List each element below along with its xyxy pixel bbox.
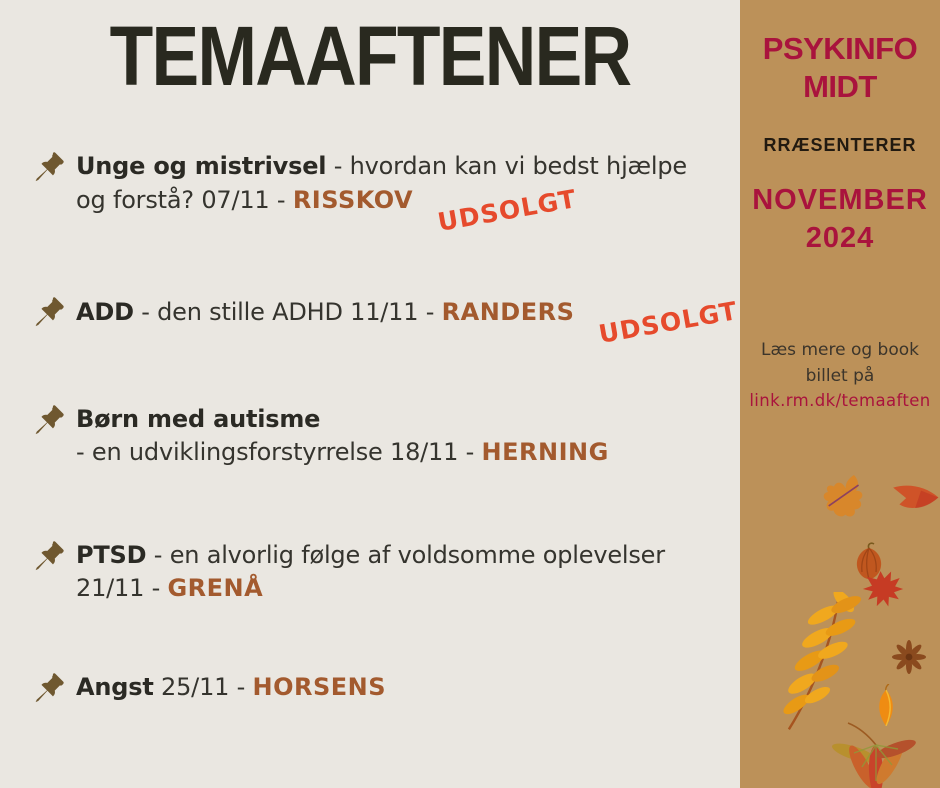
booking-link[interactable]: link.rm.dk/temaaften [749,391,931,410]
brand-line1: PSYKINFO [762,31,918,66]
event-line-2 [76,572,665,605]
event-location: RANDERS [441,298,575,326]
event-location: GRENÅ [167,574,264,602]
event-line-1 [76,403,609,436]
creeper-leaf-icon [830,715,916,788]
event-title: Børn med autisme [76,405,321,433]
event-line-1 [76,671,386,704]
event-list [30,150,741,707]
sold-out-badge: UDSOLGT [435,184,579,237]
sidebar [740,0,940,788]
event-desc: 25/11 - [153,673,253,701]
oak-leaf-icon [820,470,870,520]
event-location: HERNING [481,438,609,466]
event-line-2 [76,436,609,469]
event-desc: - en udviklingsforstyrrelse 18/11 - [76,438,482,466]
pushpin-icon [30,539,66,575]
pushpin-icon [30,403,66,439]
event-item [30,403,720,469]
pushpin-icon [30,671,66,707]
star-anise-icon [892,640,926,674]
event-item [30,295,741,349]
event-title: Unge og mistrivsel [76,152,327,180]
event-title: ADD [76,298,134,326]
pushpin-icon [30,295,66,331]
event-text [76,403,609,469]
event-desc: - hvordan kan vi bedst hjælpe [326,152,687,180]
event-desc: - den stille ADHD 11/11 - [133,298,442,326]
pushpin-icon [30,150,66,186]
page-title: TEMAAFTENER [109,9,631,103]
event-desc: - en alvorlig følge af voldsomme oplevelser [146,541,665,569]
month-title [740,181,940,257]
event-location: HORSENS [252,673,387,701]
event-item [30,539,720,605]
month-year: 2024 [805,222,875,254]
event-text [76,150,687,237]
event-item [30,150,720,237]
sold-out-badge: UDSOLGT [596,296,741,349]
month-name: NOVEMBER [752,184,928,216]
event-title: PTSD [76,541,147,569]
event-location: RISSKOV [292,186,414,214]
event-line-1 [76,295,741,349]
rowan-leaf-icon [766,592,868,732]
event-text [76,539,665,605]
booking-text: Læs mere og book billet på [761,340,919,386]
event-line-1 [76,150,687,183]
event-text [76,671,386,704]
red-leaf-icon [890,482,940,518]
event-line-1 [76,539,665,572]
event-desc: og forstå? 07/11 - [76,186,293,214]
brand-line2: MIDT [803,69,877,104]
brand-title [740,30,940,106]
event-title: Angst [76,673,154,701]
event-desc: 21/11 - [76,574,168,602]
presents-label: RRÆSENTERER [763,135,917,155]
event-item [30,671,720,707]
event-line-2 [76,183,687,237]
event-text [76,295,741,349]
